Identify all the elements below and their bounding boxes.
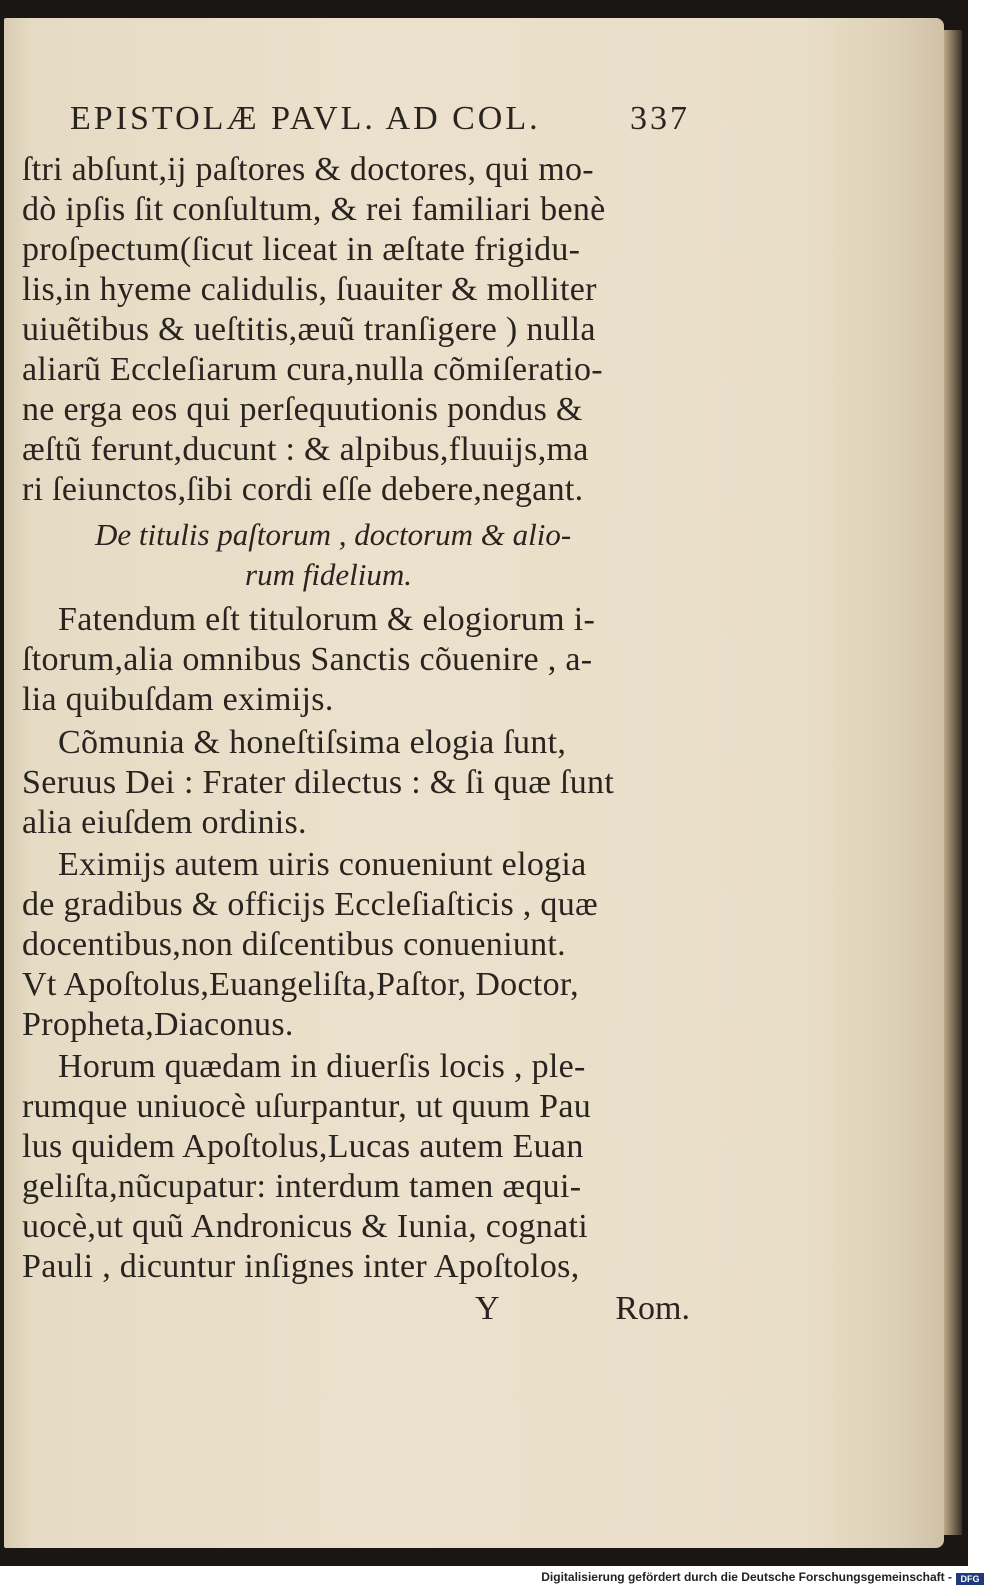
text-line: lis,in hyeme calidulis, ſuauiter & molliter <box>22 271 597 308</box>
dfg-logo-icon: DFG <box>956 1573 984 1585</box>
text-line: geliſta,nũcupatur: interdum tamen æqui- <box>22 1168 582 1205</box>
text-line: Horum quædam in diuerſis locis , ple- <box>58 1048 586 1085</box>
text-line: de gradibus & officijs Eccleſiaſticis , quæ <box>22 886 598 923</box>
text-line: uocè,ut quũ Andronicus & Iunia, cognati <box>22 1208 588 1245</box>
page-number: 337 <box>630 100 690 137</box>
text-line: ri ſeiunctos,ſibi cordi eſſe debere,negant. <box>22 471 584 508</box>
running-head-title: EPISTOLÆ PAVL. AD COL. <box>70 100 541 137</box>
text-line: Fatendum eſt titulorum & elogiorum i- <box>58 601 596 638</box>
text-line: alia eiuſdem ordinis. <box>22 804 307 841</box>
section-heading-line: rum fidelium. <box>245 557 413 592</box>
text-line: ſtri abſunt,ij paſtores & doctores, qui mo- <box>22 151 594 188</box>
catchword: Rom. <box>615 1290 690 1327</box>
section-heading-line: De titulis paſtorum , doctorum & alio- <box>95 517 572 552</box>
text-line: rumque uniuocè uſurpantur, ut quum Pau <box>22 1088 592 1125</box>
text-line: Pauli , dicuntur inſignes inter Apoſtolos, <box>22 1248 580 1285</box>
text-line: æſtũ ferunt,ducunt : & alpibus,fluuijs,ma <box>22 431 589 468</box>
text-line: proſpectum(ſicut liceat in æſtate frigidu- <box>22 231 581 268</box>
text-line: docentibus,non diſcentibus conueniunt. <box>22 926 566 963</box>
text-line: aliarũ Eccleſiarum cura,nulla cõmiſeratio- <box>22 351 603 388</box>
text-line: Cõmunia & honeſtiſsima elogia ſunt, <box>58 724 567 761</box>
text-line: dò ipſis ſit conſultum, & rei familiari benè <box>22 191 606 228</box>
running-head <box>70 100 690 144</box>
page-edge-shadow <box>944 30 962 1535</box>
text-line: uiuẽtibus & ueſtitis,æuũ tranſigere ) nulla <box>22 311 596 348</box>
digitization-footer <box>0 1570 1000 1589</box>
text-line: Eximijs autem uiris conueniunt elogia <box>58 846 587 883</box>
text-line: Seruus Dei : Frater dilectus : & ſi quæ ſunt <box>22 764 615 801</box>
text-line: Propheta,Diaconus. <box>22 1006 294 1043</box>
text-line: ſtorum,alia omnibus Sanctis cõuenire , a- <box>22 641 593 678</box>
funding-credit: Digitalisierung gefördert durch die Deutsche Forschungsgemeinschaft - <box>541 1570 952 1584</box>
catchline <box>475 1290 690 1330</box>
text-line: lia quibuſdam eximijs. <box>22 681 334 718</box>
signature-mark: Y <box>475 1290 500 1327</box>
text-line: Vt Apoſtolus,Euangeliſta,Paſtor, Doctor, <box>22 966 579 1003</box>
text-line: lus quidem Apoſtolus,Lucas autem Euan <box>22 1128 584 1165</box>
text-line: ne erga eos qui perſequutionis pondus & <box>22 391 583 428</box>
